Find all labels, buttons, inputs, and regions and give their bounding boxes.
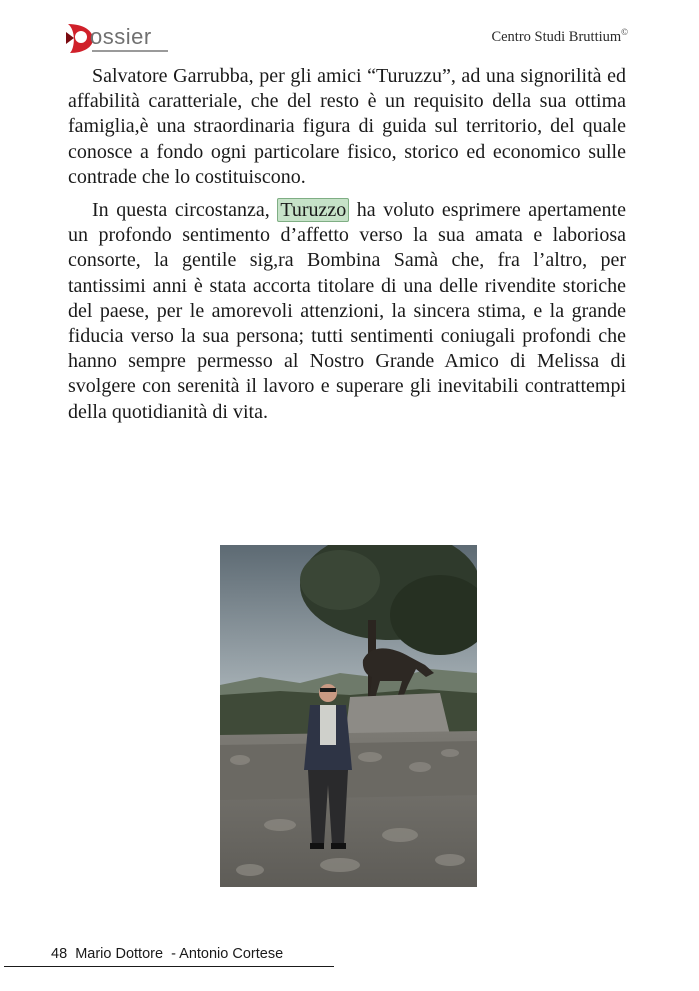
highlighted-word[interactable]: Turuzzo <box>277 198 349 222</box>
publisher-name: Centro Studi Bruttium <box>491 28 622 45</box>
paragraph-2-start: In questa circostanza, <box>92 199 278 222</box>
footer-rule <box>4 966 334 967</box>
photo-man-by-statue <box>220 545 477 887</box>
copyright-mark: © <box>621 27 628 37</box>
footer-authors: Mario Dottore - Antonio Cortese <box>75 946 284 962</box>
dossier-logo <box>64 22 174 58</box>
photo-illustration <box>220 545 477 887</box>
logo-underline <box>92 50 168 52</box>
page-header <box>0 0 699 60</box>
article-body <box>68 64 626 433</box>
publisher-label <box>491 27 628 46</box>
paragraph-1: Salvatore Garrubba, per gli amici “Turuzzu”, ad una signorilità ed affabilità caratteriale, che del resto è un requisito della sua ottima famiglia,è una straordinaria figura di guida sul territorio, del quale conosce a fondo ogni particolare fisico, storico ed economico sulle contrade che lo costituiscono. <box>68 65 626 188</box>
page-number: 48 <box>51 946 68 962</box>
paragraph-2-rest: ha voluto esprimere apertamente un profondo sentimento d’affetto verso la sua amata e laboriosa consorte, la gentile sig,ra Bombina Samà che, fra l’altro, per tantissimi anni è stata accorta titolare di una delle rivendite storiche del paese, per le amorevoli attenzioni, la sincera stima, e la grande fiducia verso la sua persona; tutti sentimenti coniugali profondi che hanno sempre permesso al Nostro Grande Amico di Melissa di svolgere con serenità il lavoro e superare gli inevitabili contrattempi della quotidianità di vita. <box>68 199 626 423</box>
logo-text: ossier <box>90 24 152 49</box>
footer-text <box>51 946 283 962</box>
page-footer <box>0 946 336 968</box>
paragraph-2 <box>68 198 626 425</box>
